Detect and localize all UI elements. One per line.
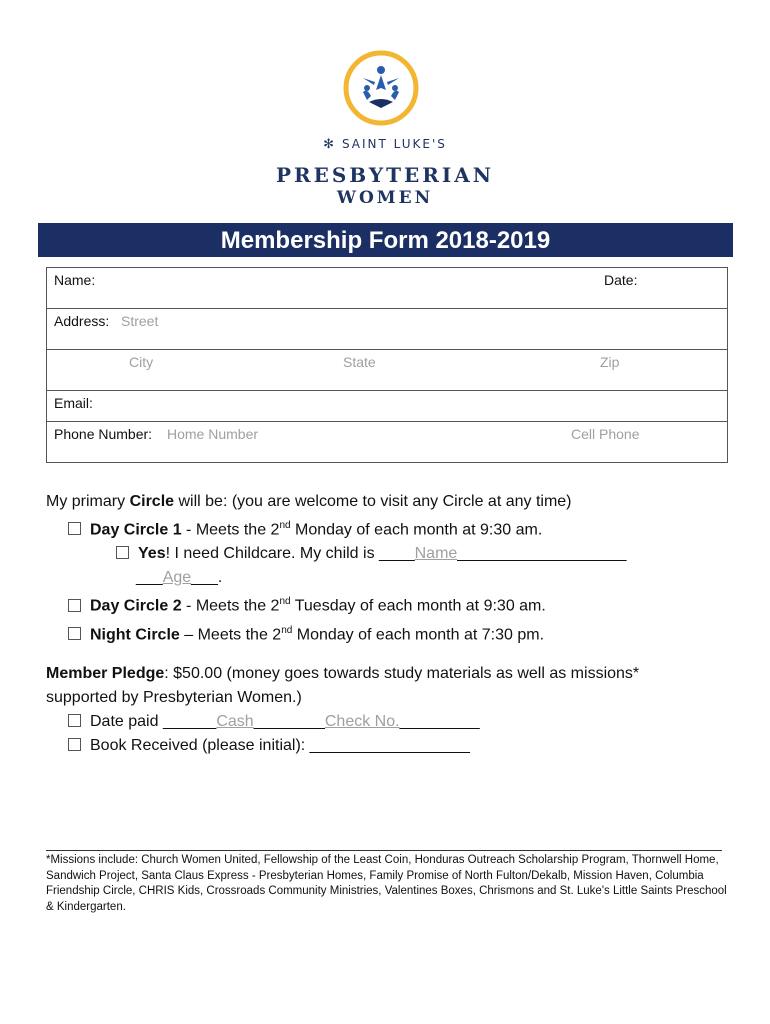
pledge-text: Member Pledge: $50.00 (money goes towards study materials as well as missions* <box>46 665 640 682</box>
form-title: Membership Form 2018-2019 <box>38 223 733 257</box>
member-info-table <box>46 267 728 463</box>
date-label: Date: <box>604 272 638 288</box>
day-circle-2-checkbox[interactable] <box>68 599 81 612</box>
phone-row <box>47 422 727 462</box>
zip-field[interactable]: Zip <box>600 354 620 370</box>
cash-field[interactable]: Cash <box>216 713 254 730</box>
home-number-field[interactable]: Home Number <box>167 426 259 442</box>
cross-icon: ✻ <box>323 137 336 152</box>
night-circle-option: Night Circle – Meets the 2nd Monday of each month at 7:30 pm. <box>46 619 736 647</box>
child-age-line: ___Age___. <box>136 569 223 587</box>
child-age-field[interactable]: Age <box>162 569 192 587</box>
phone-label: Phone Number: <box>54 426 153 442</box>
cell-phone-field[interactable]: Cell Phone <box>571 426 640 442</box>
childcare-option: Yes! I need Childcare. My child is ____Name___________________ <box>46 542 736 566</box>
date-paid-option: Date paid ______Cash________Check No._________ <box>46 710 736 734</box>
day-circle-1-checkbox[interactable] <box>68 522 81 535</box>
book-received-checkbox[interactable] <box>68 738 81 751</box>
date-paid-checkbox[interactable] <box>68 714 81 727</box>
childcare-checkbox[interactable] <box>116 546 129 559</box>
book-received-option: Book Received (please initial): __________________ <box>46 734 736 758</box>
state-field[interactable]: State <box>343 354 376 370</box>
day-circle-2-option: Day Circle 2 - Meets the 2nd Tuesday of each month at 9:30 am. <box>46 590 736 618</box>
pledge-section <box>46 662 736 758</box>
day-circle-1-option: Day Circle 1 - Meets the 2nd Monday of each month at 9:30 am. <box>46 514 736 542</box>
street-field[interactable]: Street <box>121 313 159 329</box>
footnote-divider <box>46 850 722 851</box>
city-row <box>47 350 727 391</box>
check-number-field[interactable]: Check No. <box>324 713 400 730</box>
city-field[interactable]: City <box>129 354 154 370</box>
night-circle-checkbox[interactable] <box>68 627 81 640</box>
circle-intro: My primary Circle will be: (you are welcome to visit any Circle at any time) <box>46 493 572 510</box>
address-row <box>47 309 727 350</box>
child-name-field[interactable]: Name <box>414 545 458 563</box>
name-row <box>47 268 727 309</box>
org-name-line1: ✻ SAINT LUKE'S <box>323 137 447 152</box>
missions-footnote: *Missions include: Church Women United, Fellowship of the Least Coin, Honduras Outreach Scholarship Program, Thornwell Home, Sandwich Project, Santa Claus Express - Presbyterian Homes, Family Promise of North Fulton/Dekalb, Mission Haven, Columbia Friendship Circle, CHRIS Kids, Crossroads Community Ministries, Valentines Boxes, Chrismons and St. Luke's Little Saints Preschool & Kindergarten. <box>46 854 727 913</box>
pledge-text-2: supported by Presbyterian Women.) <box>46 689 302 706</box>
circle-section <box>46 490 736 647</box>
name-label: Name: <box>54 272 96 288</box>
org-name-line3: WOMEN <box>336 188 434 208</box>
address-label: Address: <box>54 313 110 329</box>
presbyterian-women-logo <box>343 50 419 126</box>
email-label: Email: <box>54 395 93 411</box>
org-name-line2: PRESBYTERIAN <box>275 163 495 187</box>
email-row <box>47 391 727 422</box>
